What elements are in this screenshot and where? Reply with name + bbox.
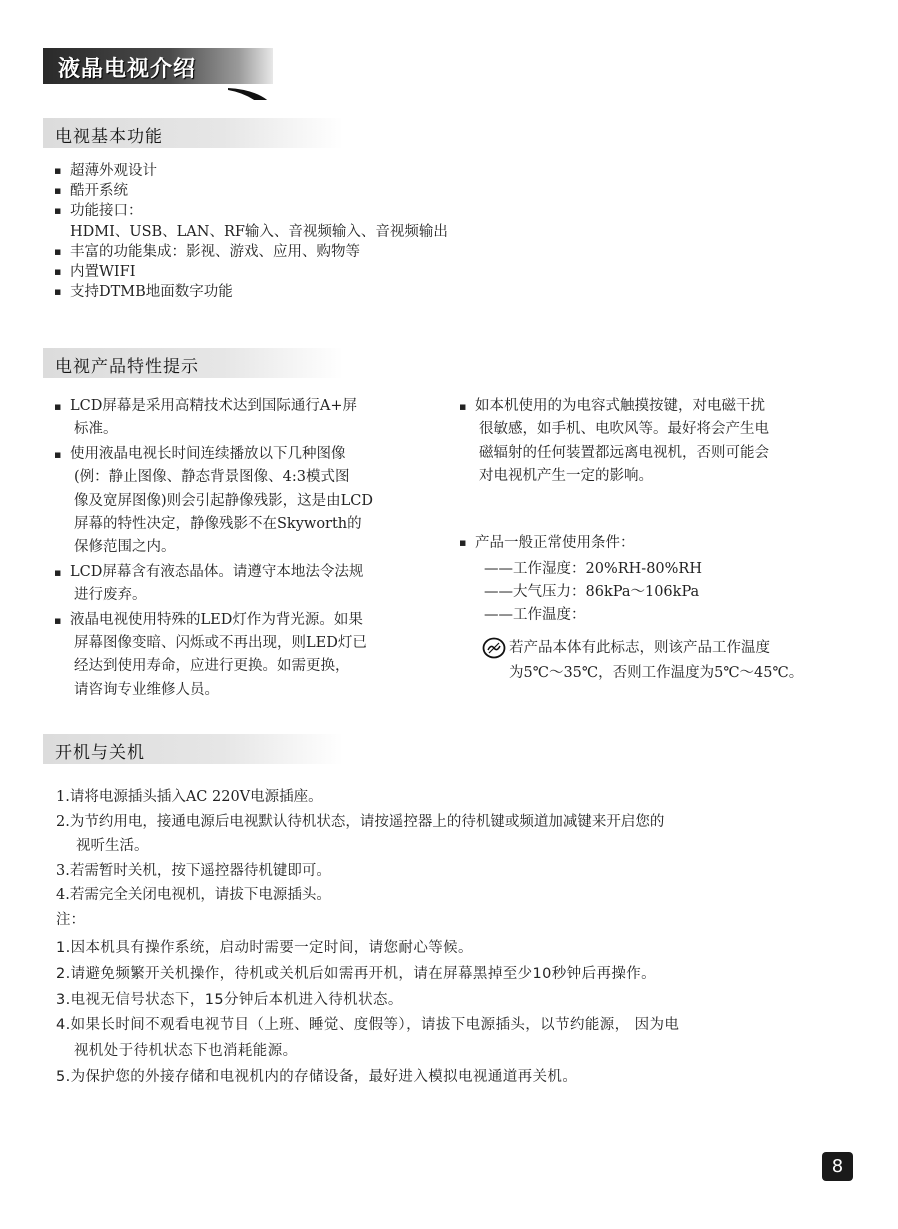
list-item: ▪ 使用液晶电视长时间连续播放以下几种图像 (例：静止图像、静态背景图像、4:3模式图 像及宽屏图像)则会引起静像残影，这是由LCD 屏幕的特性决定，静像残影不在Skyworth的 保修范围之内。: [54, 443, 434, 560]
power-step: 3.若需暂时关机，按下遥控器待机键即可。: [56, 862, 331, 879]
note-label: 注：: [56, 911, 85, 928]
note-item: 4.如果长时间不观看电视节目（上班、睡觉、度假等），请拔下电源插头，以节约能源， 因为电: [56, 1017, 680, 1034]
temperature-note-line2: 为5℃～35℃，否则工作温度为5℃～45℃。: [509, 665, 804, 681]
power-notes: [56, 936, 856, 1091]
section-features-header: [43, 348, 343, 378]
note-item: 2.请避免频繁开关机操作，待机或关机后如需再开机，请在屏幕黑掉至少10秒钟后再操作。: [56, 965, 657, 982]
condition-humidity: ——工作湿度：20%RH-80%RH: [484, 561, 702, 577]
temperature-note-line1: 若产品本体有此标志，则该产品工作温度: [509, 640, 770, 656]
section-features-title: 电视产品特性提示: [55, 357, 199, 377]
section-power-title: 开机与关机: [55, 743, 145, 763]
section-basic-title: 电视基本功能: [55, 127, 163, 147]
list-item: ▪ 内置WIFI: [54, 262, 654, 282]
list-item: ▪ LCD屏幕是采用高精技术达到国际通行A+屏 标准。: [54, 395, 434, 442]
temperature-mark-icon: [482, 637, 506, 659]
note-item: 视机处于待机状态下也消耗能源。: [74, 1043, 298, 1060]
list-item: HDMI、USB、LAN、RF输入、音视频输入、音视频输出: [70, 223, 448, 240]
power-step: 视听生活。: [76, 838, 149, 854]
list-item: ▪ 支持DTMB地面数字功能: [54, 282, 654, 302]
list-item: ▪ 功能接口：: [54, 201, 654, 221]
note-item: 5.为保护您的外接存储和电视机内的存储设备，最好进入模拟电视通道再关机。: [56, 1068, 578, 1085]
list-item: ▪ 超薄外观设计: [54, 161, 654, 181]
list-item: ▪ 丰富的功能集成：影视、游戏、应用、购物等: [54, 242, 654, 262]
note-item: 1.因本机具有操作系统，启动时需要一定时间，请您耐心等候。: [56, 940, 473, 956]
power-step: 4.若需完全关闭电视机，请拔下电源插头。: [56, 887, 331, 903]
list-item: ▪ 酷开系统: [54, 181, 654, 201]
power-steps: [56, 785, 856, 932]
power-step: 1.请将电源插头插入AC 220V电源插座。: [56, 789, 323, 805]
basic-feature-list: [54, 161, 654, 302]
features-right-list: [459, 395, 849, 490]
conditions-title: ▪ 产品一般正常使用条件：: [459, 532, 859, 554]
list-item: ▪ 如本机使用的为电容式触摸按键，对电磁干扰 很敏感，如手机、电吹风等。最好将会产生电 磁辐射的任何装置都远离电视机，否则可能会 对电视机产生一定的影响。: [459, 395, 849, 489]
section-basic-header: [43, 118, 343, 148]
page-title: 液晶电视介绍: [58, 57, 197, 82]
power-step: 2.为节约用电，接通电源后电视默认待机状态，请按遥控器上的待机键或频道加减键来开启您的: [56, 813, 665, 830]
section-power-header: [43, 734, 343, 764]
condition-temperature: ——工作温度：: [484, 607, 586, 623]
note-item: 3.电视无信号状态下，15分钟后本机进入待机状态。: [56, 991, 403, 1008]
page-number: 8: [822, 1152, 853, 1181]
conditions-block: [459, 532, 859, 554]
condition-pressure: ——大气压力：86kPa～106kPa: [484, 584, 700, 600]
list-item: ▪ 液晶电视使用特殊的LED灯作为背光源。如果 屏幕图像变暗、闪烁或不再出现，则LED灯已 经达到使用寿命，应进行更换。如需更换， 请咨询专业维修人员。: [54, 609, 434, 703]
features-left-list: [54, 395, 434, 703]
list-item: ▪ LCD屏幕含有液态晶体。请遵守本地法令法规 进行废弃。: [54, 561, 434, 608]
